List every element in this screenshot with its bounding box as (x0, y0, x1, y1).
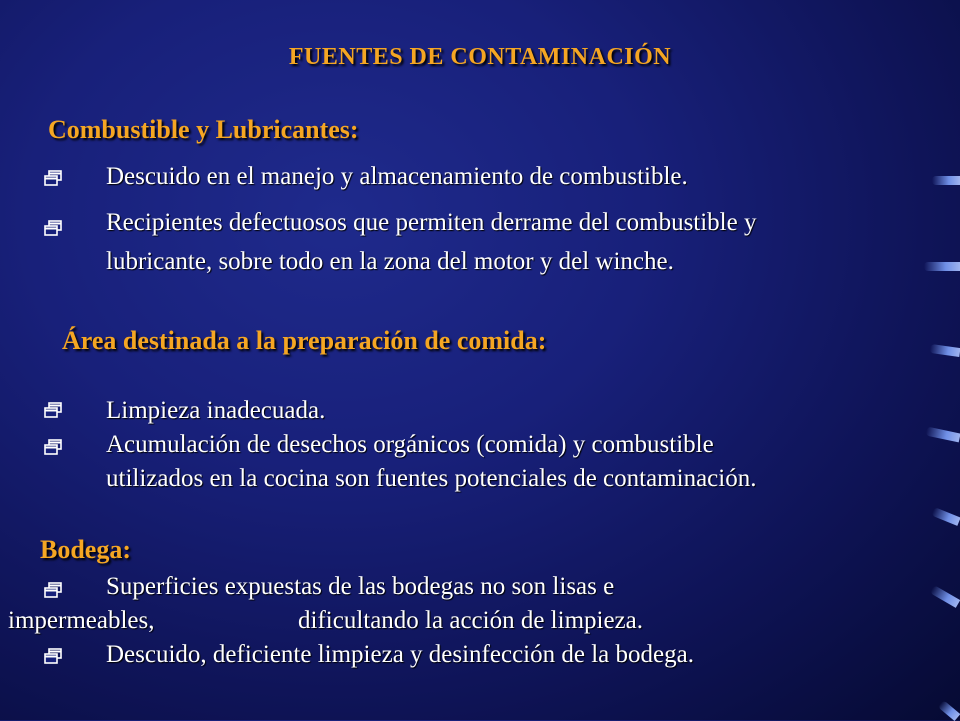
item-text-continued: lubricante, sobre todo en la zona del motor y del winche. (106, 248, 674, 275)
decor-bar (930, 344, 960, 357)
window-bullet-icon (44, 170, 62, 186)
item-text: Recipientes defectuosos que permiten derrame del combustible y (106, 209, 757, 236)
section-heading-bodega: Bodega: (40, 535, 131, 564)
decor-bar (925, 427, 960, 443)
decor-bar (930, 585, 960, 608)
window-bullet-icon (44, 402, 62, 418)
item-text: Superficies expuestas de las bodegas no son lisas e (106, 573, 615, 600)
item-text-continued: impermeables, (8, 607, 155, 634)
section-heading-comida: Área destinada a la preparación de comida: (62, 326, 547, 355)
window-bullet-icon (44, 648, 62, 664)
window-bullet-icon (44, 220, 62, 236)
item-text: Descuido, deficiente limpieza y desinfección de la bodega. (106, 641, 694, 668)
item-text: Limpieza inadecuada. (106, 397, 326, 424)
window-bullet-icon (44, 582, 62, 598)
item-text: Acumulación de desechos orgánicos (comida) y combustible (106, 431, 714, 458)
section-heading-combustible: Combustible y Lubricantes: (48, 115, 359, 144)
decor-bar (931, 507, 960, 526)
item-text-continued: dificultando la acción de limpieza. (298, 607, 643, 634)
decor-bar (924, 262, 960, 271)
item-text: Descuido en el manejo y almacenamiento de combustible. (106, 163, 688, 190)
decor-bar (932, 176, 960, 185)
window-bullet-icon (44, 439, 62, 455)
item-text-continued: utilizados en la cocina son fuentes potenciales de contaminación. (106, 465, 757, 492)
slide-title: FUENTES DE CONTAMINACIÓN (288, 44, 672, 70)
decor-bar (938, 700, 960, 721)
